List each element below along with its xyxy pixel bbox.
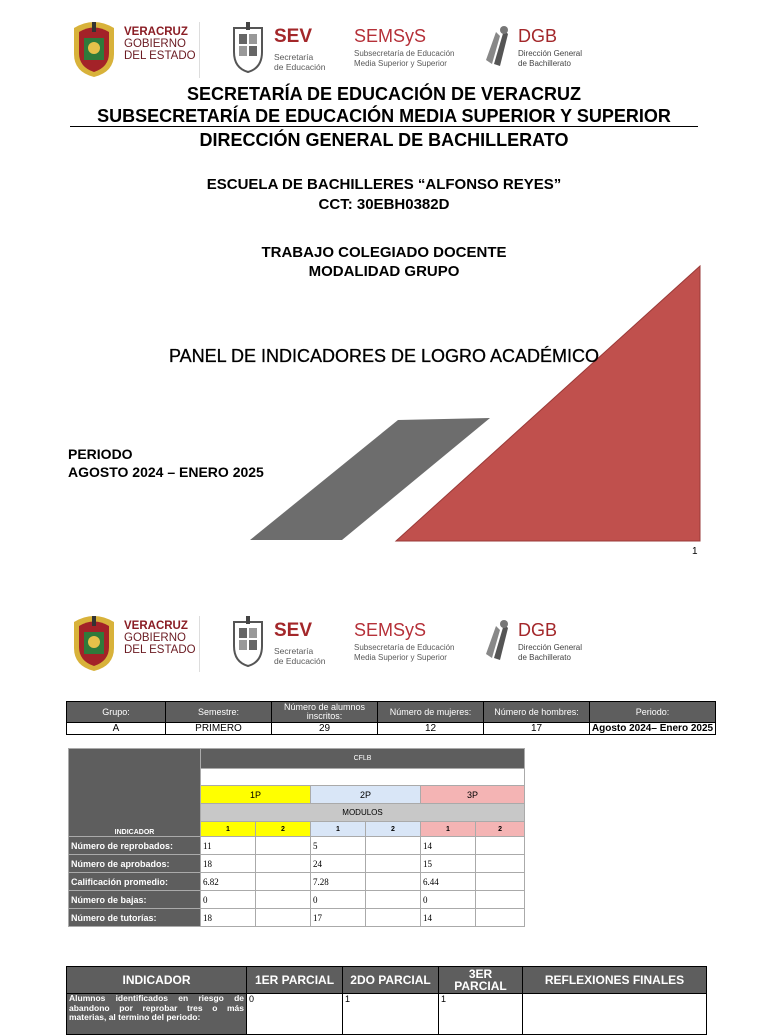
cell-value: 0 bbox=[201, 891, 256, 909]
page-number: 1 bbox=[692, 546, 698, 557]
row-label: Calificación promedio: bbox=[69, 873, 201, 891]
dgb-logo-title: DGB bbox=[518, 26, 558, 46]
cell-value bbox=[366, 873, 421, 891]
row-label: Número de reprobados: bbox=[69, 837, 201, 855]
table-header-row bbox=[67, 702, 716, 723]
row-label: Número de bajas: bbox=[69, 891, 201, 909]
cell-value bbox=[476, 909, 525, 927]
sev-logo-title: SEV bbox=[274, 620, 313, 641]
sev-logo-subtitle: Secretaría de Educación bbox=[274, 52, 326, 72]
module-1p-1: 1 bbox=[201, 822, 256, 837]
header-periodo: Periodo: bbox=[590, 702, 716, 723]
header-indicador: INDICADOR bbox=[67, 967, 247, 994]
cell-value: 6.44 bbox=[421, 873, 476, 891]
semsys-logo-subtitle: Subsecretaría de Educación Media Superior y Superior bbox=[354, 49, 455, 68]
cell-value: 6.82 bbox=[201, 873, 256, 891]
row-label: Número de tutorías: bbox=[69, 909, 201, 927]
logo-strip-page-2 bbox=[66, 612, 596, 676]
table-row bbox=[69, 837, 525, 855]
cell-value: 7.28 bbox=[311, 873, 366, 891]
table-row bbox=[69, 909, 525, 927]
header-alumnos-inscritos: Número de alumnos inscritos: bbox=[272, 702, 378, 723]
blank-row bbox=[201, 769, 525, 786]
period-label: PERIODO bbox=[68, 446, 133, 462]
panel-title: PANEL DE INDICADORES DE LOGRO ACADÉMICO bbox=[168, 346, 600, 366]
dgb-logo-subtitle: Dirección General de Bachillerato bbox=[518, 49, 583, 68]
module-3p-2: 2 bbox=[476, 822, 525, 837]
semsys-logo-title: SEMSyS bbox=[354, 620, 427, 640]
partial-1p: 1P bbox=[201, 786, 311, 804]
header-line-3: DIRECCIÓN GENERAL DE BACHILLERATO bbox=[199, 130, 569, 150]
work-title: TRABAJO COLEGIADO DOCENTE bbox=[261, 244, 507, 261]
cell-value bbox=[256, 891, 311, 909]
header-mujeres: Número de mujeres: bbox=[378, 702, 484, 723]
veracruz-logo-text: VERACRUZ GOBIERNO DEL ESTADO bbox=[124, 620, 196, 656]
header-line-1: SECRETARÍA DE EDUCACIÓN DE VERACRUZ bbox=[186, 84, 582, 104]
header-3er-parcial: 3ER PARCIAL bbox=[439, 967, 523, 994]
cell-value: 18 bbox=[201, 909, 256, 927]
dgb-logo-subtitle: Dirección General de Bachillerato bbox=[518, 643, 583, 662]
veracruz-coat-of-arms-icon bbox=[70, 614, 118, 672]
group-info-table bbox=[66, 701, 716, 735]
cell-value bbox=[476, 873, 525, 891]
grupo-value: A bbox=[67, 723, 166, 735]
table-row bbox=[67, 994, 707, 1035]
cell-value bbox=[476, 891, 525, 909]
indicador-label: INDICADOR bbox=[114, 829, 155, 836]
header-grupo: Grupo: bbox=[67, 702, 166, 723]
cell-value: 24 bbox=[311, 855, 366, 873]
cell-value: 11 bbox=[201, 837, 256, 855]
cell-value: 0 bbox=[247, 994, 343, 1035]
school-name: ESCUELA DE BACHILLERES “ALFONSO REYES” bbox=[206, 176, 562, 193]
cell-value bbox=[366, 837, 421, 855]
sev-logo-title: SEV bbox=[274, 26, 313, 47]
school-cct: CCT: 30EBH0382D bbox=[318, 196, 450, 213]
indicator-table bbox=[68, 748, 525, 927]
header-semestre: Semestre: bbox=[166, 702, 272, 723]
reflection-table bbox=[66, 966, 707, 1035]
semestre-value: PRIMERO bbox=[166, 723, 272, 735]
work-modality: MODALIDAD GRUPO bbox=[308, 263, 460, 280]
cell-value: 0 bbox=[311, 891, 366, 909]
table-row bbox=[69, 855, 525, 873]
cell-value: 1 bbox=[343, 994, 439, 1035]
header-2do-parcial: 2DO PARCIAL bbox=[343, 967, 439, 994]
cell-value bbox=[366, 891, 421, 909]
module-1p-2: 2 bbox=[256, 822, 311, 837]
module-2p-2: 2 bbox=[366, 822, 421, 837]
sev-shield-icon bbox=[228, 616, 268, 668]
indicator-header-cell bbox=[69, 749, 201, 837]
veracruz-logo-text: VERACRUZ GOBIERNO DEL ESTADO bbox=[124, 26, 196, 62]
semsys-logo-subtitle: Subsecretaría de Educación Media Superior y Superior bbox=[354, 643, 455, 662]
period-value: AGOSTO 2024 – ENERO 2025 bbox=[68, 464, 264, 480]
periodo-value: Agosto 2024– Enero 2025 bbox=[590, 723, 716, 735]
cell-value: 14 bbox=[421, 909, 476, 927]
table-row bbox=[69, 891, 525, 909]
cell-value: 1 bbox=[439, 994, 523, 1035]
header-line-2: SUBSECRETARÍA DE EDUCACIÓN MEDIA SUPERIOR Y SUPERIOR bbox=[97, 106, 671, 126]
cell-value bbox=[476, 837, 525, 855]
dgb-emblem-icon bbox=[482, 618, 512, 662]
row-label: Alumnos identificados en riesgo de abandono por reprobar tres o más materias, al termino del periodo: bbox=[67, 994, 247, 1035]
row-label: Número de aprobados: bbox=[69, 855, 201, 873]
cell-value: 14 bbox=[421, 837, 476, 855]
header-1er-parcial: 1ER PARCIAL bbox=[247, 967, 343, 994]
cell-value bbox=[523, 994, 707, 1035]
table-row bbox=[69, 873, 525, 891]
cell-value bbox=[476, 855, 525, 873]
cell-value: 17 bbox=[311, 909, 366, 927]
red-triangle bbox=[396, 266, 700, 541]
cell-value: 18 bbox=[201, 855, 256, 873]
module-3p-1: 1 bbox=[421, 822, 476, 837]
cell-value: 5 bbox=[311, 837, 366, 855]
semsys-logo-title: SEMSyS bbox=[354, 26, 427, 46]
cell-value bbox=[366, 855, 421, 873]
table-row bbox=[67, 723, 716, 735]
hombres-value: 17 bbox=[484, 723, 590, 735]
alumnos-value: 29 bbox=[272, 723, 378, 735]
modulos-header: MODULOS bbox=[201, 804, 525, 822]
mujeres-value: 12 bbox=[378, 723, 484, 735]
partial-3p: 3P bbox=[421, 786, 525, 804]
cell-value bbox=[366, 909, 421, 927]
header-hombres: Número de hombres: bbox=[484, 702, 590, 723]
header-reflexiones-finales: REFLEXIONES FINALES bbox=[523, 967, 707, 994]
cell-value bbox=[256, 855, 311, 873]
cell-value bbox=[256, 837, 311, 855]
cell-value: 15 bbox=[421, 855, 476, 873]
module-2p-1: 1 bbox=[311, 822, 366, 837]
cflb-header: CFLB bbox=[201, 749, 525, 769]
partial-2p: 2P bbox=[311, 786, 421, 804]
cell-value bbox=[256, 909, 311, 927]
sev-logo-subtitle: Secretaría de Educación bbox=[274, 646, 326, 666]
dgb-logo-title: DGB bbox=[518, 620, 558, 640]
cell-value: 0 bbox=[421, 891, 476, 909]
table-header-row bbox=[67, 967, 707, 994]
cell-value bbox=[256, 873, 311, 891]
